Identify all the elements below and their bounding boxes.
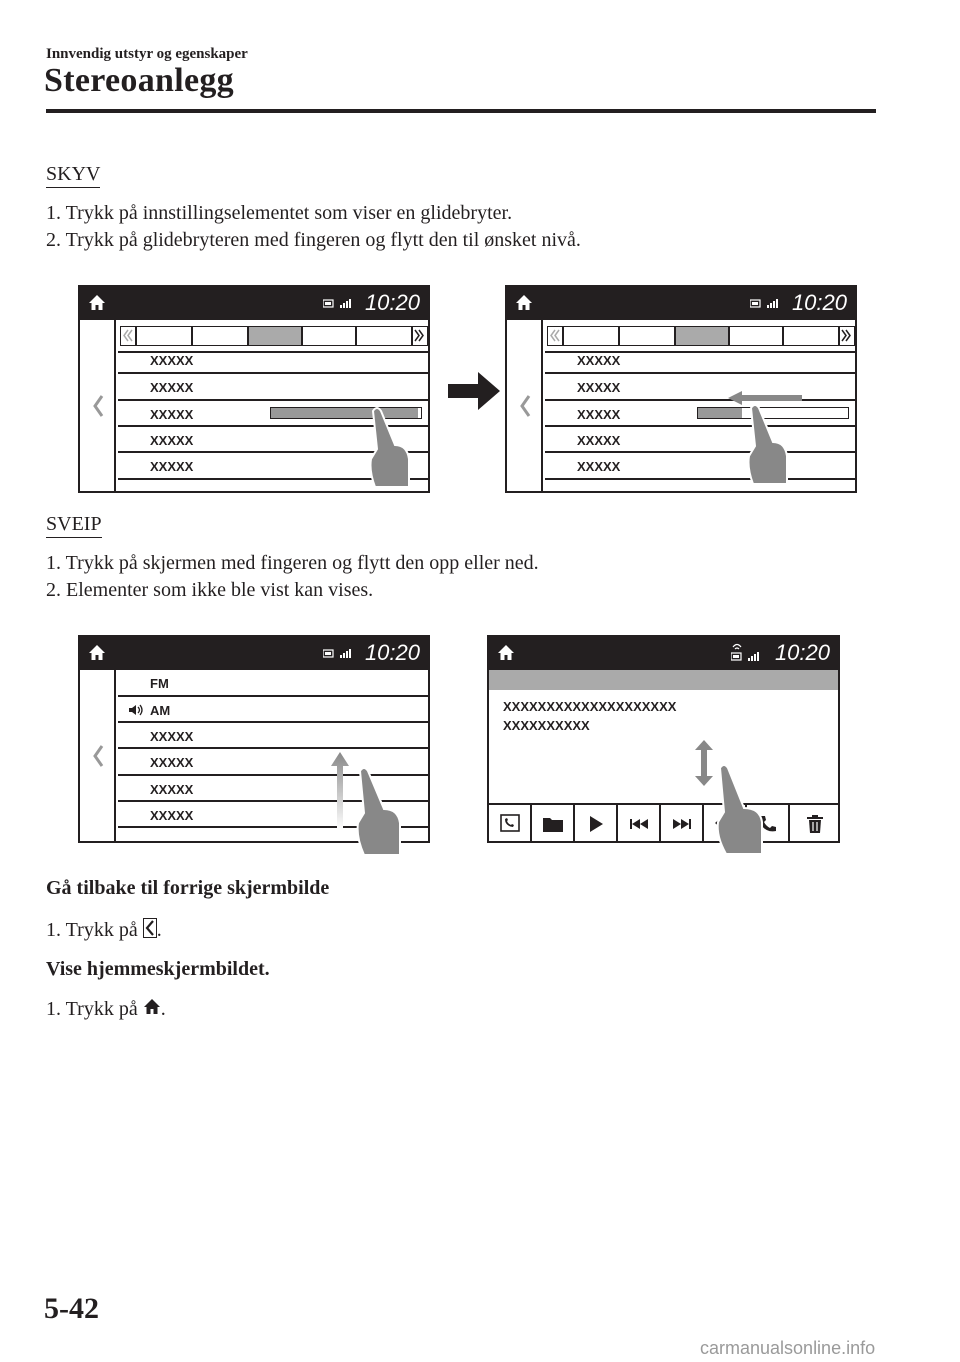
wifi-signal-battery-icon	[731, 641, 765, 663]
tab-next-button[interactable]	[412, 326, 428, 346]
finger-icon	[712, 762, 770, 860]
tab-next-button[interactable]	[839, 326, 855, 346]
finger-icon	[365, 405, 413, 493]
back-panel[interactable]	[80, 320, 116, 491]
folder-icon	[542, 815, 564, 833]
sveip-step-2: 2. Elementer som ikke ble vist kan vises.	[46, 579, 374, 601]
tab-prev-button[interactable]	[120, 326, 136, 346]
status-bar	[507, 287, 855, 320]
delete-button[interactable]	[790, 805, 840, 843]
back-chevron-icon	[143, 918, 157, 938]
clock: 10:20	[364, 290, 420, 315]
status-bar	[80, 287, 428, 320]
back-chevron-icon[interactable]	[92, 744, 104, 768]
home-step: 1. Trykk på .	[46, 998, 166, 1020]
folder-button[interactable]	[532, 805, 575, 843]
list-item-fm[interactable]: FM	[118, 670, 428, 697]
media-controls	[489, 803, 840, 843]
list-item[interactable]: XXXXX	[118, 776, 428, 802]
message-line-2: XXXXXXXXXX	[503, 718, 590, 733]
home-icon[interactable]	[515, 294, 533, 312]
sveip-heading: SVEIP	[46, 513, 102, 538]
sveip-step-1: 1. Trykk på skjermen med fingeren og flytt den opp eller ned.	[46, 552, 539, 574]
tab[interactable]	[729, 326, 783, 346]
list-item[interactable]: XXXXX	[118, 453, 428, 480]
list-item[interactable]: XXXXX	[118, 723, 428, 749]
skyv-step-1: 1. Trykk på innstillingselementet som viser en glidebryter.	[46, 202, 513, 224]
clock: 10:20	[774, 640, 830, 665]
back-step: 1. Trykk på .	[46, 919, 162, 941]
tab[interactable]	[192, 326, 248, 346]
chapter-title: Innvendig utstyr og egenskaper	[46, 46, 248, 62]
skyv-heading: SKYV	[46, 163, 100, 188]
tab-selected[interactable]	[248, 326, 302, 346]
skyv-step-2: 2. Trykk på glidebryteren med fingeren og flytt den til ønsket nivå.	[46, 229, 581, 251]
up-arrow-icon	[330, 752, 350, 830]
tab[interactable]	[302, 326, 356, 346]
list-item[interactable]: XXXXX	[545, 374, 855, 401]
header-rule	[46, 109, 876, 113]
home-icon[interactable]	[88, 644, 106, 662]
finger-icon	[743, 402, 791, 490]
list-item[interactable]: XXXXX	[118, 802, 428, 828]
previous-track-icon	[629, 818, 649, 830]
list-item[interactable]: XXXXX	[545, 347, 855, 374]
phone-message-icon	[499, 813, 521, 835]
tab-prev-button[interactable]	[547, 326, 563, 346]
list-item[interactable]: XXXXX	[118, 347, 428, 374]
phone-message-button[interactable]	[489, 805, 532, 843]
status-bar	[489, 637, 838, 670]
trash-icon	[806, 814, 824, 834]
back-panel[interactable]	[507, 320, 543, 491]
list-item-slider[interactable]: XXXXX	[545, 401, 855, 427]
list-item[interactable]: XXXXX	[545, 453, 855, 480]
list-item[interactable]: XXXXX	[118, 374, 428, 401]
watermark: carmanualsonline.info	[700, 1338, 876, 1358]
list-item-slider[interactable]: XXXXX	[118, 401, 428, 427]
slider-fill	[698, 408, 742, 418]
play-icon	[588, 815, 604, 833]
signal-battery-icon	[323, 298, 355, 310]
clock: 10:20	[364, 640, 420, 665]
play-button[interactable]	[575, 805, 618, 843]
message-screen	[487, 635, 840, 843]
tab[interactable]	[783, 326, 839, 346]
message-title-bar	[489, 670, 838, 690]
tab[interactable]	[356, 326, 412, 346]
back-heading: Gå tilbake til forrige skjermbilde	[46, 877, 330, 899]
message-line-1: XXXXXXXXXXXXXXXXXXXX	[503, 699, 677, 714]
home-heading: Vise hjemmeskjermbildet.	[46, 958, 270, 980]
back-panel[interactable]	[80, 670, 116, 841]
status-bar	[80, 637, 428, 670]
home-icon[interactable]	[88, 294, 106, 312]
tab-selected[interactable]	[675, 326, 729, 346]
next-track-icon	[672, 818, 692, 830]
page-number: 5-42	[44, 1292, 99, 1325]
signal-battery-icon	[323, 648, 355, 660]
speaker-icon	[128, 704, 144, 716]
home-icon[interactable]	[497, 644, 515, 662]
tab[interactable]	[563, 326, 619, 346]
back-chevron-icon[interactable]	[519, 394, 531, 418]
slider-screen-after	[505, 285, 857, 493]
tab[interactable]	[619, 326, 675, 346]
tab[interactable]	[136, 326, 192, 346]
previous-track-button[interactable]	[618, 805, 661, 843]
list-item[interactable]: XXXXX	[118, 749, 428, 776]
clock: 10:20	[791, 290, 847, 315]
back-chevron-icon[interactable]	[92, 394, 104, 418]
right-arrow-icon	[448, 372, 500, 410]
list-item[interactable]: XXXXX	[118, 427, 428, 453]
home-icon	[143, 998, 161, 1016]
finger-icon	[352, 765, 408, 860]
list-item[interactable]: XXXXX	[545, 427, 855, 453]
next-track-button[interactable]	[661, 805, 704, 843]
signal-battery-icon	[750, 298, 782, 310]
list-item-am[interactable]: AM	[118, 697, 428, 723]
section-title: Stereoanlegg	[44, 62, 234, 99]
